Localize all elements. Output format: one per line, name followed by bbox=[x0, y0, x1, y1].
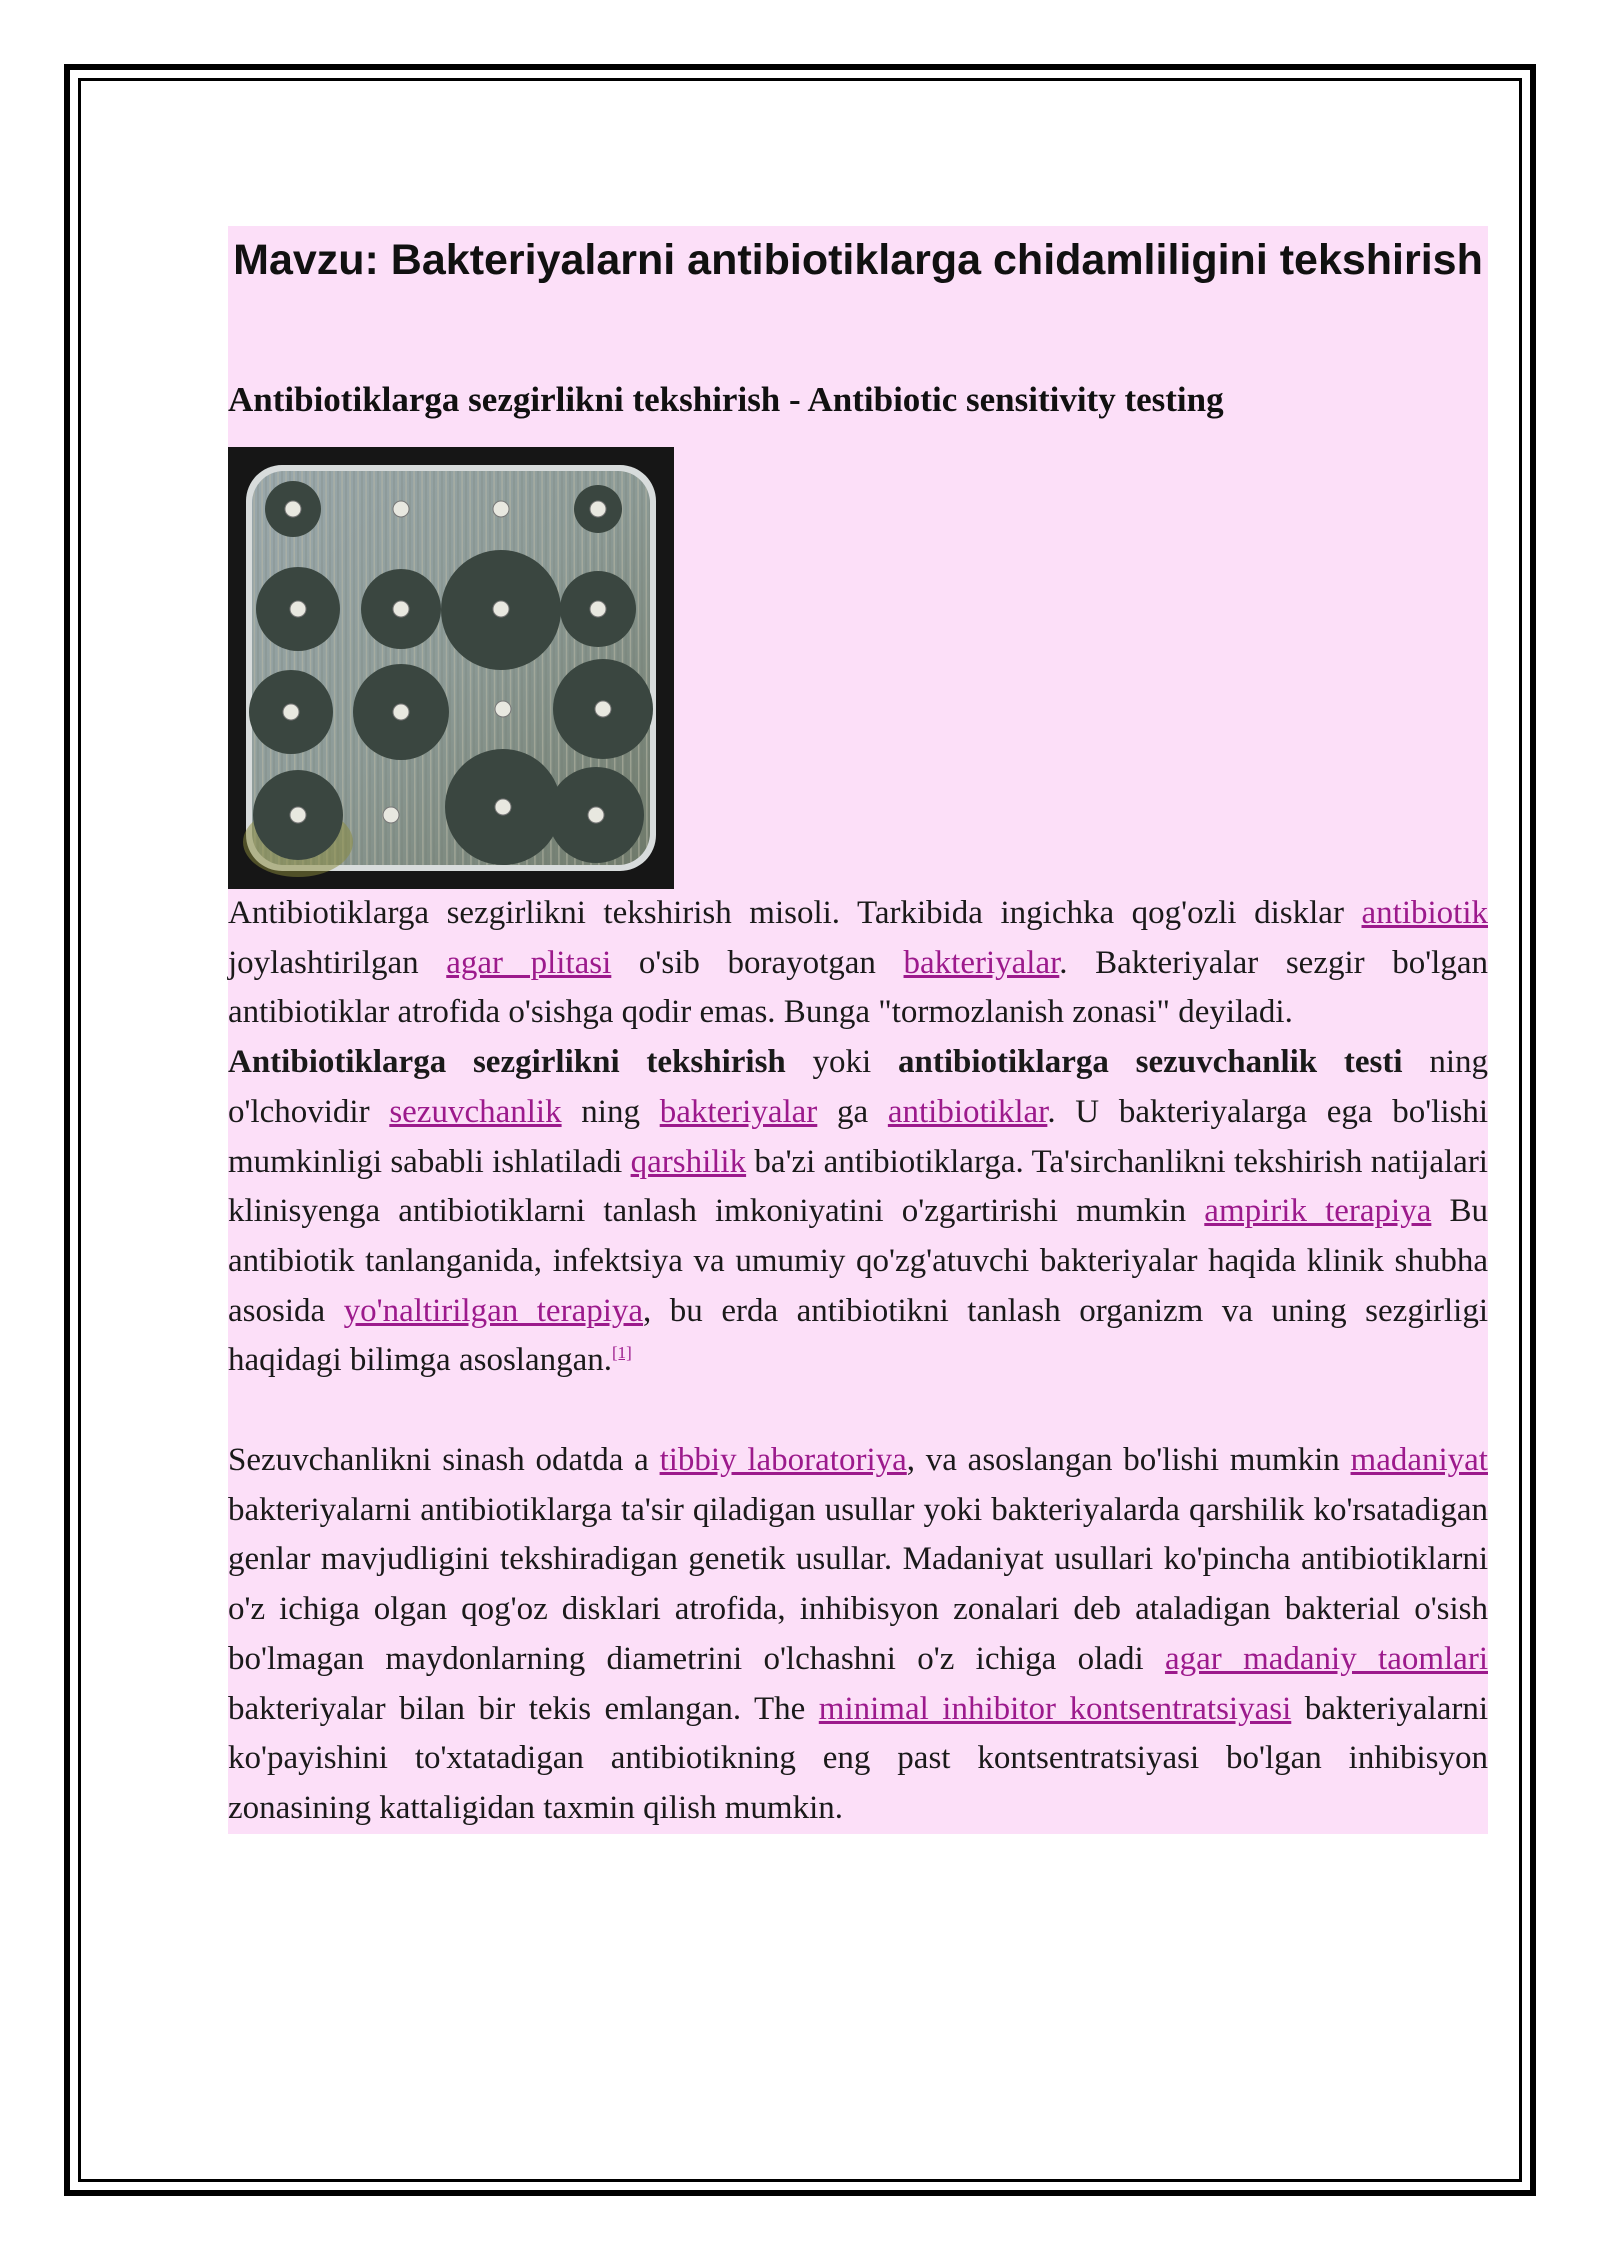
document-body bbox=[228, 226, 1488, 1834]
link-ampirik-terapiya[interactable]: ampirik terapiya bbox=[1204, 1193, 1432, 1230]
link-bakteriyalar-2[interactable]: bakteriyalar bbox=[659, 1093, 818, 1130]
link-antibiotiklar[interactable]: antibiotiklar bbox=[887, 1093, 1048, 1130]
link-madaniyat[interactable]: madaniyat bbox=[1350, 1442, 1488, 1479]
link-agar-madaniy-taomlari[interactable]: agar madaniy taomlari bbox=[1164, 1640, 1488, 1677]
page-title: Mavzu: Bakteriyalarni antibiotiklarga chidamliligini tekshirish bbox=[233, 236, 1483, 284]
paragraph-2: Antibiotiklarga sezgirlikni tekshirish yoki antibiotiklarga sezuvchanlik testi ning o'lchovidir sezuvchanlik ning bakteriyalar ga antibiotiklar. U bakteriyalarga ega bo'lishi mumkinligi sababli ishlatiladi qarshilik ba'zi antibiotiklarga. Ta'sirchanlikni tekshirish natijalari klinisyenga antibiotiklarni tanlash imkoniyatini o'zgartirishi mumkin ampirik terapiya Bu antibiotik tanlanganida, infektsiya va umumiy qo'zg'atuvchi bakteriyalar haqida klinik shubha asosida yo'naltirilgan terapiya, bu erda antibiotikni tanlash organizm va uning sezgirligi haqidagi bilimga asoslangan.[1] bbox=[228, 1044, 1489, 1379]
link-yonaltirilgan-terapiya[interactable]: yo'naltirilgan terapiya bbox=[343, 1292, 644, 1329]
link-tibbiy-laboratoriya[interactable]: tibbiy laboratoriya bbox=[659, 1442, 907, 1479]
link-sezuvchanlik[interactable]: sezuvchanlik bbox=[389, 1093, 562, 1130]
paragraph-1: Antibiotiklarga sezgirlikni tekshirish misoli. Tarkibida ingichka qog'ozli disklar antibiotik joylashtirilgan agar plitasi o'sib borayotgan bakteriyalar. Bakteriyalar sezgir bo'lgan antibiotiklar atrofida o'sishga qodir emas. Bunga "tormozlanish zonasi" deyiladi. bbox=[228, 895, 1488, 1031]
link-agar-plitasi[interactable]: agar plitasi bbox=[446, 944, 612, 981]
link-antibiotik[interactable]: antibiotik bbox=[1361, 895, 1488, 931]
link-minimal-inhibitor[interactable]: minimal inhibitor kontsentratsiyasi bbox=[818, 1690, 1292, 1727]
link-bakteriyalar[interactable]: bakteriyalar bbox=[903, 944, 1060, 981]
link-qarshilik[interactable]: qarshilik bbox=[630, 1143, 747, 1180]
paragraph-3: Sezuvchanlikni sinash odatda a tibbiy laboratoriya, va asoslangan bo'lishi mumkin madaniyat bakteriyalarni antibiotiklarga ta'sir qiladigan usullar yoki bakteriyalarda qarshilik ko'rsatadigan genlar mavjudligini tekshiradigan genetik usullar. Madaniyat usullari ko'pincha antibiotiklarni o'z ichiga olgan qog'oz disklari atrofida, inhibisyon zonalari deb ataladigan bakterial o'sish bo'lmagan maydonlarning diametrini o'lchashni o'z ichiga oladi agar madaniy taomlari bakteriyalar bilan bir tekis emlangan. The minimal inhibitor kontsentratsiyasi bakteriyalarni ko'payishini to'xtatadigan antibiotikning eng past kontsentratsiyasi bo'lgan inhibisyon zonasining kattaligidan taxmin qilish mumkin. bbox=[228, 1442, 1489, 1826]
citation-link[interactable]: [1] bbox=[612, 1343, 632, 1363]
agar-plate-photo bbox=[228, 447, 674, 889]
section-heading: Antibiotiklarga sezgirlikni tekshirish - Antibiotic sensitivity testing bbox=[228, 380, 1224, 419]
